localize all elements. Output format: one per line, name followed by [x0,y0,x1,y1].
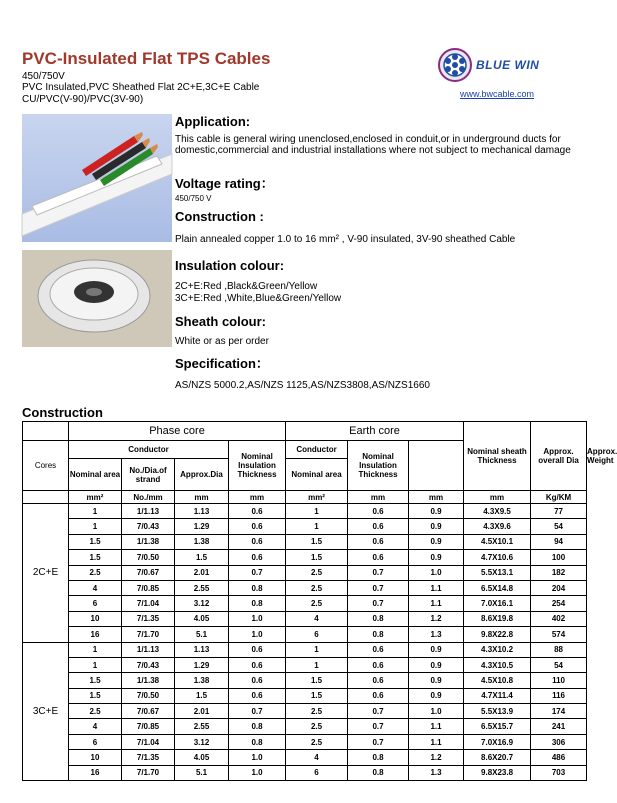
nominal-area-header: Nominal area [69,459,122,491]
table-cell: 2.55 [175,580,229,595]
table-cell: 2.5 [286,565,348,580]
table-cell: 6 [69,596,122,611]
table-cell: 1 [69,657,122,672]
table-cell: 2.01 [175,565,229,580]
table-cell: 3.12 [175,596,229,611]
earth-insulation-header: Nominal Insulation Thickness [348,441,409,491]
table-cell: 1.38 [175,534,229,549]
table-cell: 0.6 [348,673,409,688]
table-cell: 54 [531,519,587,534]
table-cell: 7/1.35 [122,750,175,765]
table-cell: 204 [531,580,587,595]
table-cell: 2.5 [286,704,348,719]
table-cell: 0.6 [348,642,409,657]
table-cell: 4 [286,611,348,626]
table-cell: 3.12 [175,734,229,749]
insulation-line-2ce: 2C+E:Red ,Black&Green/Yellow [175,281,318,292]
table-cell: 402 [531,611,587,626]
table-cell: 4.7X11.4 [464,688,531,703]
construction-text: Plain annealed copper 1.0 to 16 mm² , V-90 insulated, 3V-90 sheathed Cable [175,234,516,245]
table-cell: 1.0 [229,765,286,780]
table-cell: 7/0.85 [122,719,175,734]
website-link[interactable]: www.bwcable.com [460,89,535,99]
table-cell: 0.9 [409,550,464,565]
table-cell: 4.7X10.6 [464,550,531,565]
table-cell: 0.6 [229,519,286,534]
table-cell: 7/1.70 [122,765,175,780]
table-cell: 0.6 [229,642,286,657]
unit-cell: mm [409,491,464,504]
approx-overall-header: Approx. overall Dia [531,422,587,491]
table-cell: 7/0.67 [122,565,175,580]
table-cell: 8.6X19.8 [464,611,531,626]
table-row [23,504,587,519]
table-cell: 0.8 [229,580,286,595]
voltage-heading: Voltage rating： [175,176,274,191]
table-cell: 574 [531,627,587,642]
table-cell: 7/1.04 [122,596,175,611]
table-cell: 6.5X14.8 [464,580,531,595]
table-row [23,642,587,657]
insulation-line-3ce: 3C+E:Red ,White,Blue&Green/Yellow [175,293,342,304]
table-cell: 174 [531,704,587,719]
table-cell: 0.8 [348,750,409,765]
table-cell: 0.7 [229,565,286,580]
table-cell: 0.7 [348,580,409,595]
flat-cable-photo [22,114,172,242]
table-cell: 7/0.50 [122,688,175,703]
table-cell: 0.6 [229,534,286,549]
table-cell: 1/1.13 [122,504,175,519]
cable-type-subtitle: PVC Insulated,PVC Sheathed Flat 2C+E,3C+E Cable [22,82,260,93]
table-cell: 0.6 [229,657,286,672]
unit-cell: mm [229,491,286,504]
table-cell: 1.2 [409,611,464,626]
table-cell: 703 [531,765,587,780]
table-cell: 1.3 [409,765,464,780]
table-cell: 4.3X10.5 [464,657,531,672]
table-row [23,750,587,765]
table-cell: 7.0X16.9 [464,734,531,749]
table-cell: 1.0 [409,565,464,580]
table-row [23,565,587,580]
table-cell: 1.2 [409,750,464,765]
table-cell: 0.9 [409,673,464,688]
table-cell: 4 [286,750,348,765]
application-text: This cable is general wiring unenclosed,enclosed in conduit,or in underground ducts for domestic,commercial and industrial installations where not subject to mechanical damage [175,134,571,156]
table-cell: 1/1.38 [122,534,175,549]
table-cell: 0.7 [348,565,409,580]
table-cell: 1.0 [229,611,286,626]
table-cell: 1 [286,657,348,672]
insulation-heading: Insulation colour: [175,258,285,273]
table-cell: 6 [286,765,348,780]
table-cell: 0.6 [229,673,286,688]
table-cell: 8.6X20.7 [464,750,531,765]
table-cell: 0.8 [348,611,409,626]
table-cell: 1.5 [69,534,122,549]
unit-cell: mm [464,491,531,504]
table-cell: 0.9 [409,504,464,519]
table-cell: 1 [286,642,348,657]
sheath-heading: Sheath colour: [175,314,267,329]
cable-reel-photo [22,250,172,347]
table-cell: 94 [531,534,587,549]
strand-header: No./Dia.of strand [122,459,175,491]
table-cell: 4.3X9.6 [464,519,531,534]
table-cell: 5.5X13.1 [464,565,531,580]
earth-core-header: Earth core [286,422,464,441]
table-cell: 0.9 [409,519,464,534]
table-cell: 110 [531,673,587,688]
specification-heading: Specification： [175,356,269,371]
table-cell: 9.8X22.8 [464,627,531,642]
table-cell: 7/0.50 [122,550,175,565]
table-cell: 7/0.67 [122,704,175,719]
table-cell: 6 [286,627,348,642]
units-blank [23,491,69,504]
table-cell: 0.7 [348,596,409,611]
core-type-cell: 2C+E [23,504,69,643]
table-row [23,596,587,611]
table-cell: 7/0.43 [122,519,175,534]
table-cell: 4 [69,580,122,595]
table-cell: 1.13 [175,504,229,519]
table-cell: 1 [69,642,122,657]
table-row [23,765,587,780]
table-cell: 7/1.35 [122,611,175,626]
table-cell: 1.0 [409,704,464,719]
table-row [23,580,587,595]
table-cell: 7.0X16.1 [464,596,531,611]
table-cell: 4.3X10.2 [464,642,531,657]
table-cell: 116 [531,688,587,703]
table-cell: 1.5 [175,688,229,703]
table-cell: 1.5 [286,550,348,565]
page-title: PVC-Insulated Flat TPS Cables [22,49,271,68]
voltage-subtitle: 450/750V [22,71,65,82]
table-row [23,673,587,688]
table-cell: 486 [531,750,587,765]
phase-core-header: Phase core [69,422,286,441]
material-subtitle: CU/PVC(V-90)/PVC(3V-90) [22,94,144,105]
sheath-text: White or as per order [175,336,269,347]
table-row [23,704,587,719]
table-cell: 2.55 [175,719,229,734]
table-cell: 16 [69,627,122,642]
logo-wordmark: BLUE WIN [476,58,540,72]
table-cell: 1.1 [409,719,464,734]
table-cell: 1.5 [286,534,348,549]
table-cell: 1.5 [175,550,229,565]
table-cell: 1.3 [409,627,464,642]
table-cell: 1.0 [229,750,286,765]
table-cell: 7/1.04 [122,734,175,749]
table-cell: 7/1.70 [122,627,175,642]
table-cell: 1.38 [175,673,229,688]
table-cell: 0.8 [348,765,409,780]
table-cell: 0.7 [229,704,286,719]
table-cell: 0.6 [348,519,409,534]
table-cell: 2.5 [69,565,122,580]
table-cell: 0.8 [229,734,286,749]
unit-cell: mm² [286,491,348,504]
table-cell: 1.5 [286,688,348,703]
table-row [23,550,587,565]
table-cell: 1.1 [409,580,464,595]
table-cell: 10 [69,750,122,765]
table-cell: 0.9 [409,642,464,657]
table-cell: 0.6 [348,657,409,672]
table-cell: 2.5 [69,704,122,719]
table-cell: 4.05 [175,750,229,765]
table-cell: 7/0.43 [122,657,175,672]
table-cell: 4 [69,719,122,734]
table-cell: 9.8X23.8 [464,765,531,780]
table-cell: 0.6 [348,534,409,549]
table-cell: 4.05 [175,611,229,626]
table-cell: 0.7 [348,719,409,734]
table-cell: 0.7 [348,734,409,749]
approx-dia-header: Approx.Dia [175,459,229,491]
table-cell: 1.29 [175,519,229,534]
corner-cell [23,422,69,441]
table-cell: 0.7 [348,704,409,719]
table-cell: 0.6 [229,504,286,519]
core-type-cell: 3C+E [23,642,69,781]
table-cell: 0.6 [348,688,409,703]
table-cell: 306 [531,734,587,749]
table-cell: 0.9 [409,657,464,672]
unit-cell: mm² [69,491,122,504]
table-cell: 1.5 [69,688,122,703]
table-cell: 2.5 [286,596,348,611]
table-cell: 0.8 [348,627,409,642]
table-row [23,627,587,642]
table-cell: 5.1 [175,627,229,642]
table-row [23,519,587,534]
table-cell: 5.1 [175,765,229,780]
table-cell: 6.5X15.7 [464,719,531,734]
table-row [23,734,587,749]
construction-heading: Construction : [175,209,264,224]
table-row [23,611,587,626]
table-cell: 0.6 [348,504,409,519]
table-cell: 254 [531,596,587,611]
table-cell: 1/1.38 [122,673,175,688]
unit-cell: Kg/KM [531,491,587,504]
construction-table: Phase core Earth core Nominal sheath Thickness Approx. overall Dia Approx. Weight Cores Conductor Nominal Insulation Thickness Conductor Nominal Insulation Thickness Nominal area No./Dia.of strand Approx.Dia Nominal area mm² No./mm mm mm mm² mm mm mm Kg/KM 2C+E 1 1/1.13 1.13 0.6 1 0.6 0.9 4.3X9.5 77 1 7/0.43 1.29 0.6 1 0.6 0.9 4.3X9.6 54 1.5 1/1.38 1.38 0.6 1.5 0.6 0.9 4.5X10.1 94 1.5 7/0.50 1.5 0.6 1.5 0.6 0.9 4.7X10.6 100 2.5 7/0.67 2.01 0.7 2.5 0.7 1.0 5.5X13.1 182 4 7/0.85 2.55 0.8 2.5 0.7 1.1 6.5X14.8 204 6 7/1.04 3.12 0.8 2.5 0.7 1.1 7.0X16.1 254 10 7/1.35 4.05 1.0 4 0.8 1.2 8.6X19.8 402 16 7/1.70 5.1 1.0 6 0.8 1.3 9.8X22.8 574 3C+E 1 1/1.13 1.13 0.6 1 0.6 0.9 4.3X10.2 88 1 7/0.43 1.29 0.6 1 0.6 0.9 4.3X10.5 54 1.5 1/1.38 1.38 0.6 1.5 0.6 0.9 4.5X10.8 110 1.5 7/0.50 1.5 0.6 1.5 0.6 0.9 4.7X11.4 116 2.5 7/0.67 2.01 0.7 2.5 0.7 1.0 5.5X13.9 174 4 7/0.85 2.55 0.8 2.5 0.7 1.1 6.5X15.7 241 6 7/1.04 3.12 0.8 2.5 0.7 1.1 7.0X16.9 306 10 7/1.35 4.05 1.0 4 0.8 1.2 8.6X20.7 486 16 7/1.70 5.1 1.0 6 0.8 1.3 9.8X23.8 703 [22,421,587,781]
table-cell: 1 [69,504,122,519]
table-cell: 5.5X13.9 [464,704,531,719]
table-cell: 1.1 [409,734,464,749]
table-cell: 2.5 [286,734,348,749]
table-row [23,657,587,672]
table-cell: 1 [286,519,348,534]
table-cell: 4.5X10.1 [464,534,531,549]
table-cell: 0.6 [229,550,286,565]
table-cell: 1 [69,519,122,534]
unit-cell: mm [348,491,409,504]
table-cell: 88 [531,642,587,657]
table-cell: 1.1 [409,596,464,611]
table-cell: 4.5X10.8 [464,673,531,688]
voltage-text: 450/750 V [175,194,212,203]
table-cell: 1.13 [175,642,229,657]
table-cell: 10 [69,611,122,626]
nominal-insulation-header: Nominal Insulation Thickness [229,441,286,491]
table-cell: 6 [69,734,122,749]
table-cell: 2.5 [286,719,348,734]
table-cell: 1.5 [286,673,348,688]
unit-cell: mm [175,491,229,504]
table-cell: 1.5 [69,550,122,565]
table-cell: 0.9 [409,688,464,703]
table-row [23,688,587,703]
unit-cell: No./mm [122,491,175,504]
table-title: Construction [22,405,103,420]
table-cell: 241 [531,719,587,734]
table-row [23,534,587,549]
cores-header: Cores [23,441,69,491]
table-cell: 2.5 [286,580,348,595]
table-cell: 1 [286,504,348,519]
table-cell: 100 [531,550,587,565]
conductor-header: Conductor [69,441,229,459]
table-cell: 0.8 [229,719,286,734]
table-cell: 0.9 [409,534,464,549]
earth-area-header: Nominal area [286,459,348,491]
table-cell: 1.29 [175,657,229,672]
table-row [23,719,587,734]
nominal-sheath-header: Nominal sheath Thickness [464,422,531,491]
table-cell: 16 [69,765,122,780]
table-cell: 77 [531,504,587,519]
table-cell: 1.0 [229,627,286,642]
earth-conductor-header: Conductor [286,441,348,459]
table-cell: 182 [531,565,587,580]
table-cell: 1/1.13 [122,642,175,657]
application-heading: Application: [175,114,251,129]
table-cell: 1.5 [69,673,122,688]
table-cell: 7/0.85 [122,580,175,595]
specification-text: AS/NZS 5000.2,AS/NZS 1125,AS/NZS3808,AS/NZS1660 [175,380,430,391]
table-cell: 0.8 [229,596,286,611]
table-cell: 0.6 [229,688,286,703]
table-cell: 2.01 [175,704,229,719]
table-cell: 54 [531,657,587,672]
table-cell: 4.3X9.5 [464,504,531,519]
table-cell: 0.6 [348,550,409,565]
